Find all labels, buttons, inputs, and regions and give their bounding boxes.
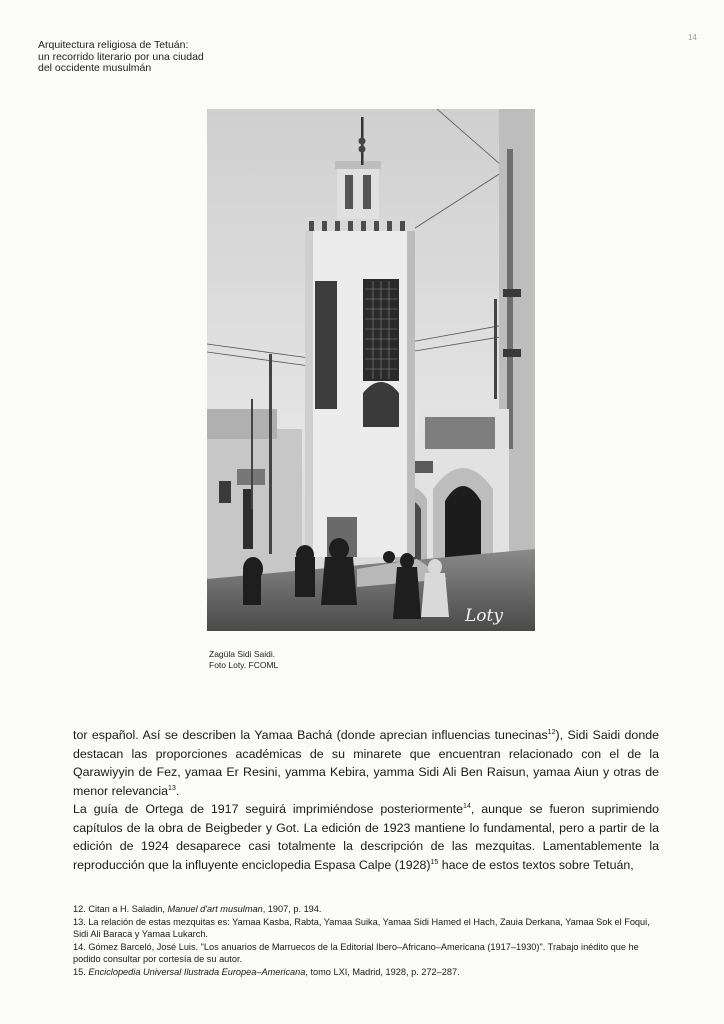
body-text xyxy=(73,726,659,874)
footnote-12: 12. Citan a H. Saladin, Manuel d'art musulman, 1907, p. 194. xyxy=(73,904,322,914)
footnote-15: 15. Enciclopedia Universal Ilustrada Europea–Americana, tomo LXI, Madrid, 1928, p. 272–287. xyxy=(73,966,460,977)
footnote-ref-13: 13 xyxy=(168,784,176,792)
header-line-2: un recorrido literario por una ciudad xyxy=(38,50,204,63)
photo-caption xyxy=(209,649,278,671)
caption-credit: Foto Loty. FCOML xyxy=(209,660,279,670)
page-number: 14 xyxy=(688,33,697,42)
footnote-ref-14: 14 xyxy=(463,802,471,810)
header-line-1: Arquitectura religiosa de Tetuán: xyxy=(38,39,189,51)
footnotes xyxy=(73,903,659,978)
header-line-3: del occidente musulmán xyxy=(38,62,152,74)
caption-title: Zagüla Sidi Saidi. xyxy=(209,649,276,659)
footnote-ref-15: 15 xyxy=(430,858,439,866)
paragraph-1: tor español. Así se describen la Yamaa Bachá (donde aprecian influencias tunecinas$^{12}$), Sidi Saidi donde destacan las proporciones académicas de su minarete que encuentran relacionado con el de la Qarawiyyin de Fez, yamaa Er Resini, yamma Kebira, yamma Sidi Ali Ben Raisun, yamaa Aiun y otras de menor relevancia$^{13}$. xyxy=(73,728,659,798)
photo-signature: Loty xyxy=(465,606,503,626)
footnote-14: 14. Gómez Barceló, José Luis. "Los anuarios de Marruecos de la Editorial Ibero–Africano–Americana (1917–1930)". Trabajo inédito que he podido consultar por cortesía de su autor. xyxy=(73,941,639,964)
minaret-photograph xyxy=(207,109,535,631)
paragraph-2: La guía de Ortega de 1917 seguirá imprimiéndose posteriormente$^{14}$, aunque se fueron suprimiendo capítulos de la obra de Beigbeder y Got. La edición de 1923 mantiene lo fundamental, pero a partir de la edición de 1924 desaparece casi totalmente la descripción de las mezquitas. Lamentablemente la reproducción que la influyente enciclopedia Espasa Calpe $(1928)^{15}$ hace de estos textos sobre Tetuán, xyxy=(73,802,659,872)
running-header xyxy=(38,40,204,75)
footnote-13: 13. La relación de estas mezquitas es: Yamaa Kasba, Rabta, Yamaa Suika, Yamaa Sidi Hamed el Hach, Zauia Derkana, Yamaa Sok el Foqui, Sidi Ali Baraca y Yamaa Lukarch. xyxy=(73,916,650,939)
footnote-ref-12: 12 xyxy=(547,728,556,736)
